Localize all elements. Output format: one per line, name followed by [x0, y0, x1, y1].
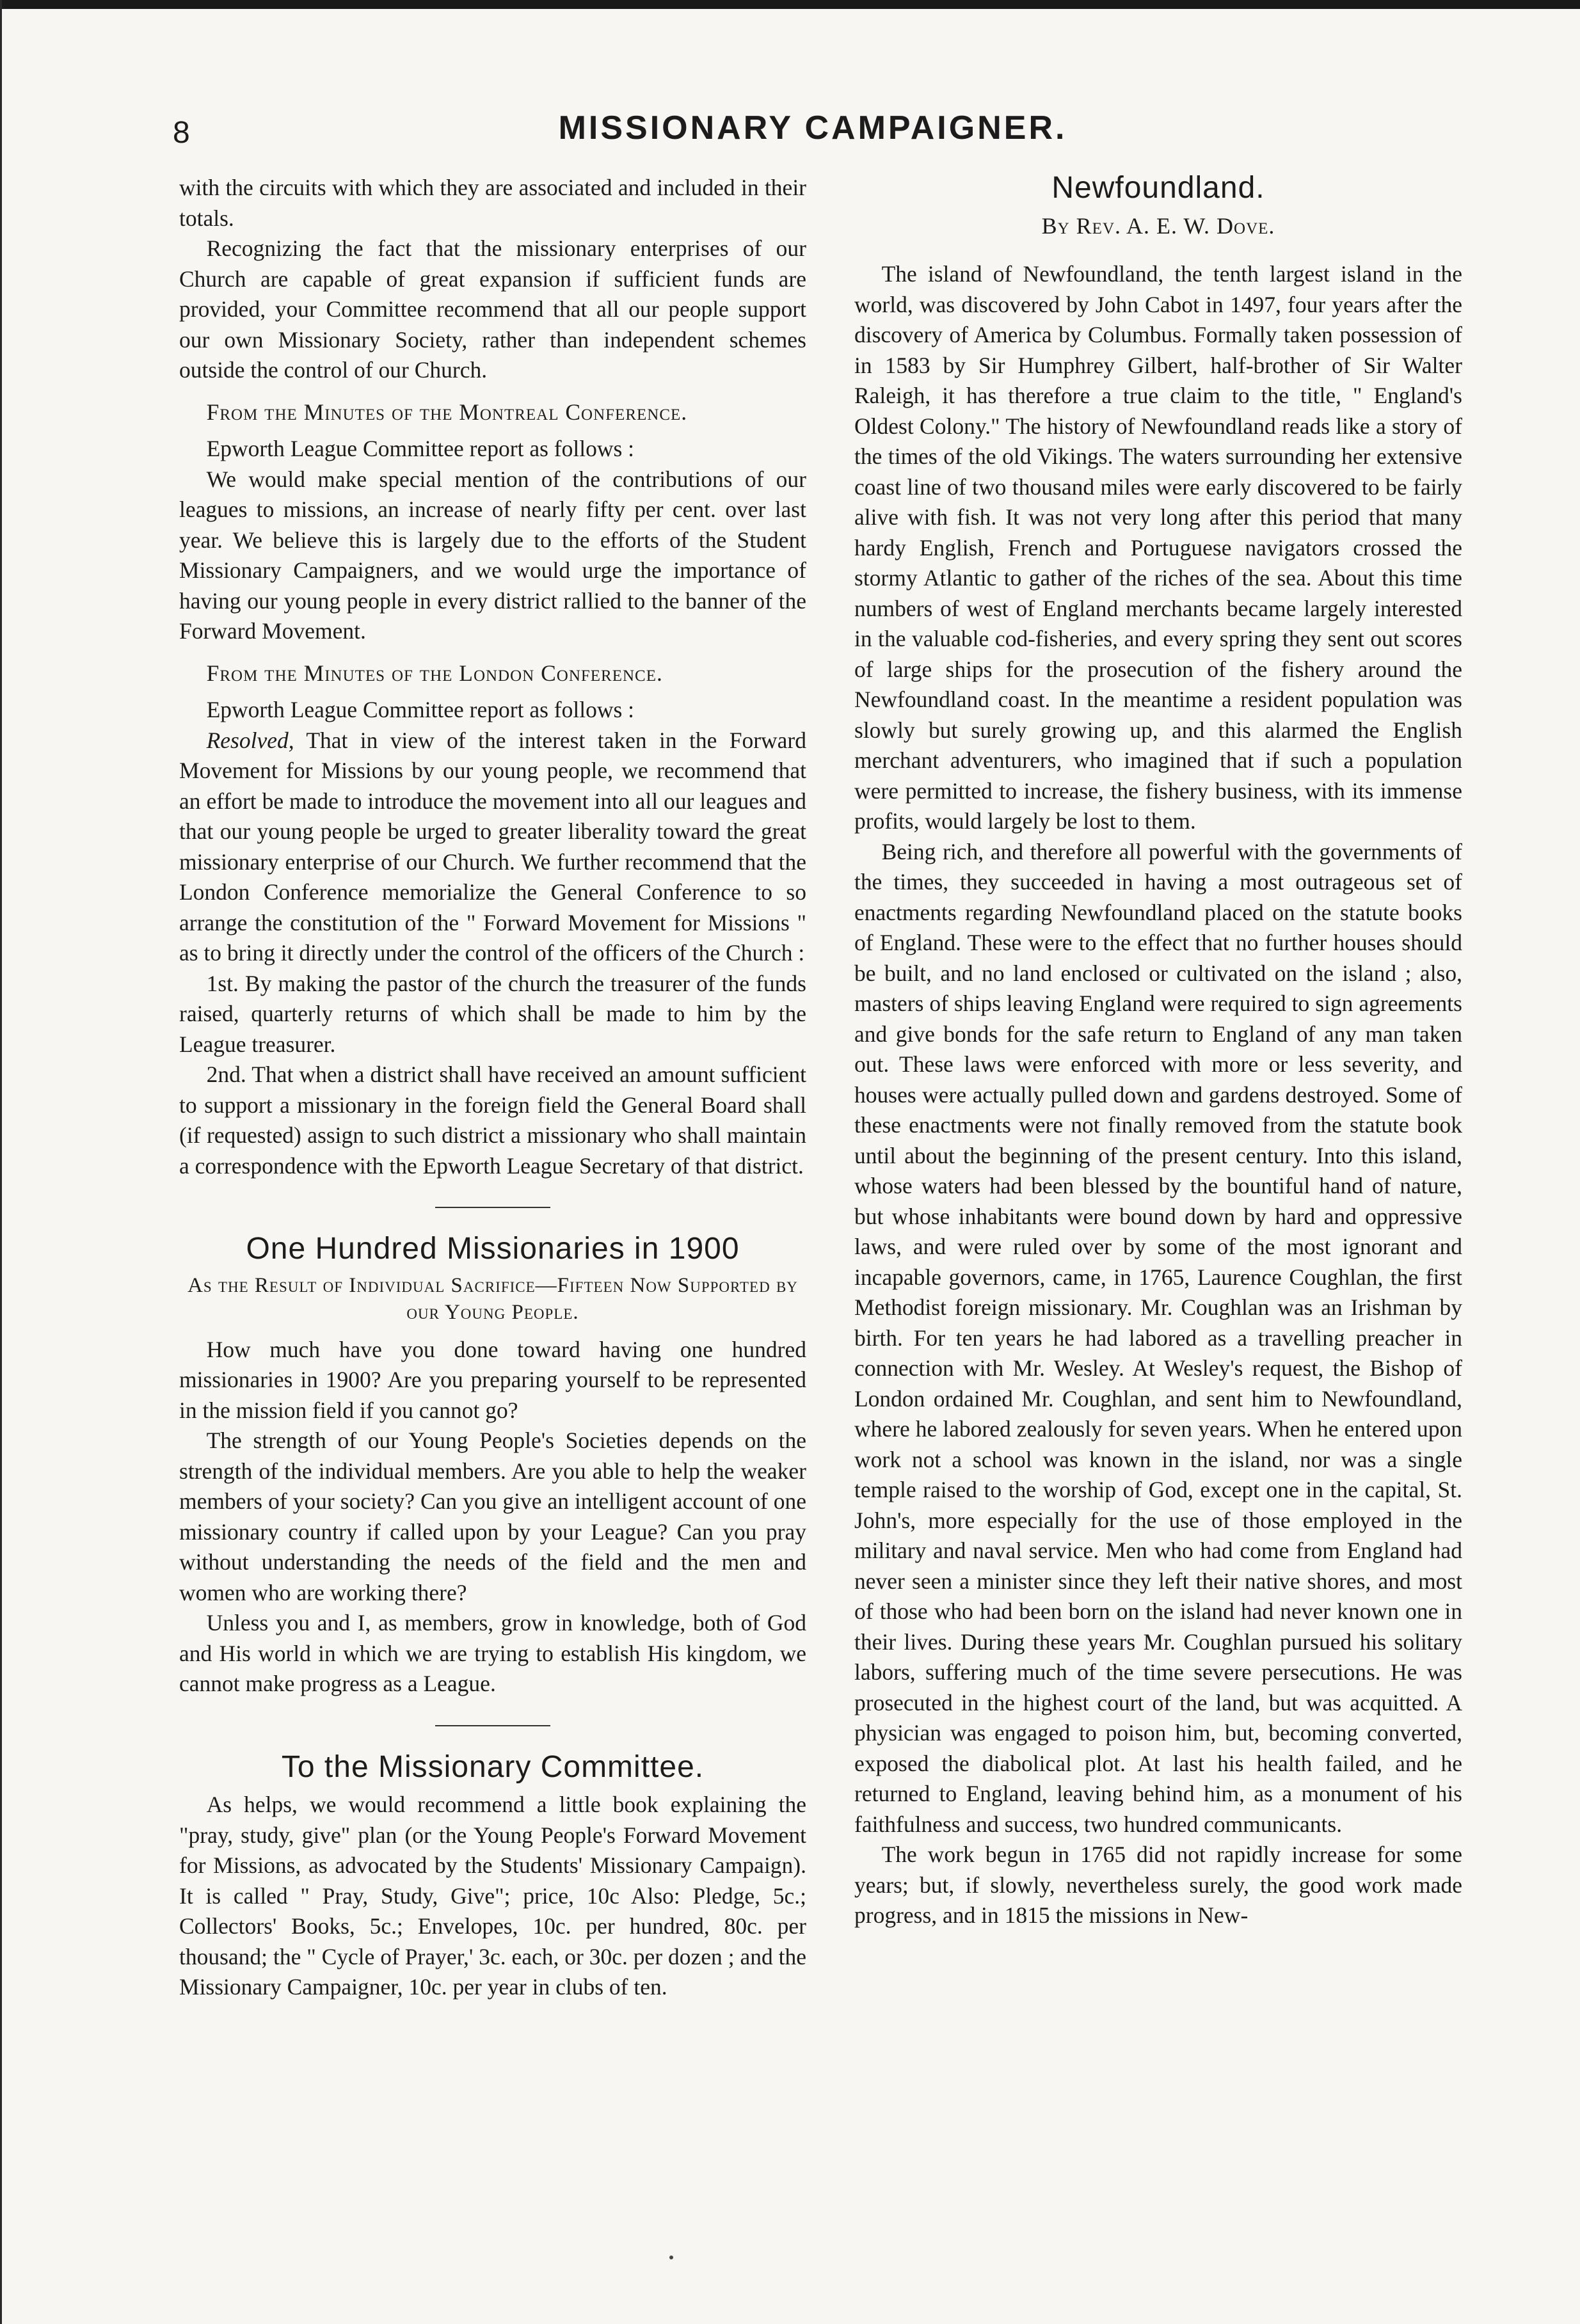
page-speck: [669, 2256, 673, 2259]
byline: By Rev. A. E. W. Dove.: [1041, 212, 1275, 239]
divider: [435, 1207, 550, 1208]
resolved-word: Resolved,: [206, 727, 294, 753]
section-heading: From the Minutes of the London Conference.: [206, 660, 663, 686]
paragraph: with the circuits with which they are associated and included in their totals.: [179, 175, 806, 231]
page-header: [173, 109, 1453, 160]
paragraph: Epworth League Committee report as follows :: [206, 436, 635, 461]
section-heading: From the Minutes of the Montreal Conference.: [206, 399, 688, 425]
paragraph: We would make special mention of the contributions of our leagues to missions, an increase of nearly fifty per cent. over last year. We believe this is largely due to the efforts of the Student Missionary Campaigners, and we would urge the importance of having our young people in every district rallied to the banner of the Forward Movement.: [179, 466, 806, 644]
paragraph: 1st. By making the pastor of the church the treasurer of the funds raised, quarterly returns of which shall be made to him by the League treasurer.: [179, 970, 806, 1057]
page-number: 8: [173, 116, 190, 150]
page-left-edge: [0, 0, 28, 2324]
paragraph: Being rich, and therefore all powerful with the governments of the times, they succeeded in having a most outrageous set of enactments regarding Newfoundland placed on the statute books of England. These were to the effect that no further houses should be built, and no land enclosed or cultivated on the island ; also, masters of ships leaving England were required to sign agreements and give bonds for the safe return to England of any man taken out. These laws were enforced with more or less severity, and houses were actually pulled down and gardens destroyed. Some of these enactments were not finally removed from the statute book until about the beginning of the present century. Into this island, whose waters had been blessed by the bountiful hand of nature, but whose inhabitants were bound down by hard and oppressive laws, and were ruled over by some of the most ignorant and incapable governors, came, in 1765, Laurence Coughlan, the first Methodist foreign missionary. Mr. Coughlan was an Irishman by birth. For ten years he had labored as a travelling preacher in connection with Mr. Wesley. At Wesley's request, the Bishop of London ordained Mr. Coughlan, and sent him to Newfoundland, where he labored zealously for seven years. When he entered upon work not a school was known in the island, nor was a single temple raised to the worship of God, except one in the capital, St. John's, more especially for the use of those employed in the military and naval service. Men who had come from England had never seen a minister since they left their native shores, and most of those who had been born on the island had never known one in their lives. During these years Mr. Coughlan pursued his solitary labors, suffering much of the time severe persecutions. He was prosecuted in the highest court of the land, but was acquitted. A physician was engaged to poison him, but, becoming converted, exposed the diabolical plot. At last his health failed, and he returned to England, leaving behind him, as a monument of his faithfulness and success, two hundred communicants.: [854, 838, 1462, 1837]
paragraph: How much have you done toward having one hundred missionaries in 1900? Are you preparing yourself to be represented in the mission field if you cannot go?: [179, 1336, 806, 1423]
article-title: One Hundred Missionaries in 1900: [246, 1232, 740, 1266]
paragraph: 2nd. That when a district shall have received an amount sufficient to support a missionary in the foreign field the General Board shall (if requested) assign to such district a missionary who shall maintain a correspondence with the Epworth League Secretary of that district.: [179, 1062, 806, 1179]
paragraph: Unless you and I, as members, grow in knowledge, both of God and His world in which we are trying to establish His kingdom, we cannot make progress as a League.: [179, 1610, 806, 1696]
paragraph: Recognizing the fact that the missionary enterprises of our Church are capable of great expansion if sufficient funds are provided, your Committee recommend that all our people support our own Missionary Society, rather than independent schemes outside the control of our Church.: [179, 235, 806, 383]
paragraph: [179, 726, 806, 969]
paragraph: As helps, we would recommend a little book explaining the "pray, study, give" plan (or the Young People's Forward Movement for Missions, as advocated by the Students' Missionary Campaign). It is called " Pray, Study, Give"; price, 10c Also: Pledge, 5c.; Collectors' Books, 5c.; Envelopes, 10c. per hundred, 80c. per thousand; the " Cycle of Prayer,' 3c. each, or 30c. per dozen ; and the Missionary Campaigner, 10c. per year in clubs of ten.: [179, 1792, 806, 2000]
divider: [435, 1725, 550, 1726]
paragraph-text: That in view of the interest taken in the Forward Movement for Missions by our young people, we recommend that an effort be made to introduce the movement into all our leagues and that our young people be urged to greater liberality toward the great missionary enterprise of our Church. We further recommend that the London Conference memorialize the General Conference to so arrange the constitution of the " Forward Movement for Missions " as to bring it directly under the control of the officers of the Church :: [179, 727, 806, 966]
right-column: [854, 173, 1462, 1931]
paragraph: The island of Newfoundland, the tenth largest island in the world, was discovered by John Cabot in 1497, four years after the discovery of America by Columbus. Formally taken possession of in 1583 by Sir Humphrey Gilbert, half-brother of Sir Walter Raleigh, it has therefore a true claim to the title, " England's Oldest Colony." The history of Newfoundland reads like a story of the times of the old Vikings. The waters surrounding her extensive coast line of two thousand miles were early discovered to be fairly alive with fish. It was not very long after this period that many hardy English, French and Portuguese navigators crossed the stormy Atlantic to gather of the riches of the sea. About this time numbers of west of England merchants became largely interested in the valuable cod-fisheries, and every spring they sent out scores of large ships for the prosecution of the fishery around the Newfoundland coast. In the meantime a resident population was slowly but surely growing up, and this alarmed the English merchant adventurers, who imagined that if such a population were permitted to increase, the fishery business, with its immense profits, would largely be lost to them.: [854, 261, 1462, 834]
article-title: To the Missionary Committee.: [281, 1749, 705, 1784]
paragraph: The strength of our Young People's Societies depends on the strength of the individual members. Are you able to help the weaker members of your society? Can you give an intelligent account of one missionary country if called upon by your League? Can you pray without understanding the needs of the field and the men and women who are working there?: [179, 1428, 806, 1605]
left-column: [179, 173, 806, 2003]
article-title: Newfoundland.: [1051, 171, 1265, 205]
page-top-edge: [0, 0, 1580, 9]
article-subtitle: As the Result of Individual Sacrifice—Fifteen Now Supported by our Young People.: [188, 1273, 798, 1324]
paragraph: Epworth League Committee report as follows :: [206, 697, 635, 722]
running-title: MISSIONARY CAMPAIGNER.: [558, 109, 1067, 147]
paragraph: The work begun in 1765 did not rapidly increase for some years; but, if slowly, nevertheless surely, the good work made progress, and in 1815 the missions in New-: [854, 1842, 1462, 1928]
